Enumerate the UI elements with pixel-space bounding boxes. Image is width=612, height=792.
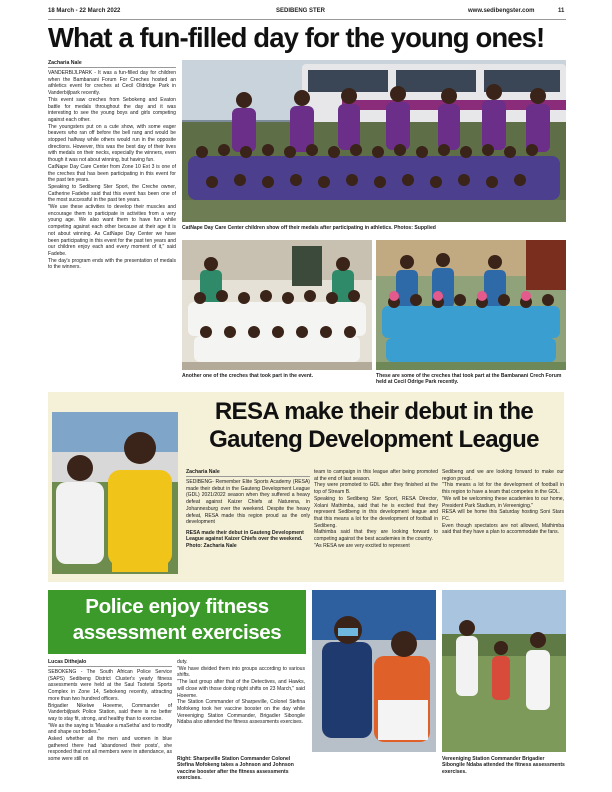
paragraph: "We as the saying is 'Masake a maSetha' and to modify and shape our bodies." (48, 722, 172, 736)
photo-fitness-assessment-image (442, 590, 566, 752)
photo-vaccine-booster (312, 590, 436, 752)
paragraph: "We will be welcoming these academies to our home, President Park Stadium, in Vereeniging." (442, 495, 564, 509)
paragraph: RESA will be home this Saturday hosting Soni Stars FC. (442, 509, 564, 522)
paragraph: Mathimba said that they are looking forward to competing against the best academies in the country. (314, 529, 438, 543)
caption-resa: RESA made their debut in Gauteng Development League against Kaizer Chiefs over the weekend. Photo: Zacharia Nale (186, 529, 304, 549)
paragraph: The Station Commander of Sharpeville, Colonel Stefina Mofokeng took her vaccine booster on the day while Vereeniging Station Commander, Brigadier Sibongile Ndaba also attended the fitness assessments exercises. (177, 699, 305, 726)
paragraph: duty. (177, 659, 188, 665)
paper-name: SEDIBENG STER (276, 8, 326, 14)
paragraph: team to campaign in this league after being promoted at the end of last season. (314, 469, 438, 482)
headline-line: Gauteng Development League (209, 426, 539, 453)
article1-column (48, 60, 176, 271)
headline-fun-filled-day: What a fun-filled day for the young ones! (48, 22, 545, 53)
paragraph: The day's program ends with the presentation of medals to the winners. (48, 257, 176, 271)
page-number: 11 (558, 8, 565, 14)
paragraph: "We use these activities to develop their muscles and encourage them to participate in activities from a very young age. We also want them to have fun while competing against each other because at their age it is not about winning. As CatNape Day Center we have been participating in this event for the past ten years and our children enjoy each and every moment of it," said Fadebe. (48, 204, 176, 257)
paragraph: Brigadier Nikelwe Hoeeme, Commander of Vanderbijlpark Police Station, said there is no better way to stay fit, strong, and healthy than to exercise. (48, 702, 172, 722)
paragraph: Speaking to Sedibeng Ster Sport, the Creche owner, Catherine Fadebe said that this event has been one of the most successful in the past ten years. (48, 183, 176, 204)
paragraph: Even though spectators are not allowed, Mathimba said that they have a plan to accommodate the fans. (442, 522, 564, 536)
article2-column-3 (442, 469, 564, 536)
photo-resa-players (52, 412, 178, 574)
paragraph: "We have divided them into groups according to various shifts. (177, 665, 305, 679)
issue-date: 18 March - 22 March 2022 (48, 8, 121, 14)
photo-catnape-children-image (182, 60, 566, 222)
headline-police (48, 594, 306, 646)
article3-body-1 (48, 669, 172, 763)
caption-creche-left: Another one of the creches that took part in the event. (182, 373, 314, 379)
article2-body-1: SEDIBENG- Remember Elite Sports Academy (RESA) made their debut in the Gauteng Development League (GDL) 2021/2022 season when they suffered a heavy defeat against Kaizer Chiefs at Naturena, in Johannesburg over the weekend. Despite the heavy defeat, RESA made this region proud as the only development (186, 479, 310, 526)
paragraph: The youngsters put on a cute show, with some eager beavers who ran off before the bell rang and would be stopped halfway while others would run in the opposite directions. However, this was the best day of their lives with medals on their necks, especially the winners, even though it was not about winning, but having fun. (48, 123, 176, 164)
photo-creche-left-image (182, 240, 372, 370)
paragraph: This event saw creches from Sebokeng and Evaton battle for medals throughout the day and it was interesting to see the young boys and girls competing against each other. (48, 96, 176, 123)
byline: Lucas Dithejalo (48, 659, 172, 667)
headline-resa (184, 398, 564, 454)
paragraph: They were promoted to GDL after they finished at the top of Stream B. (314, 482, 438, 496)
article2-column-1 (186, 469, 310, 549)
article2-column-2 (314, 469, 438, 549)
article3-column-1 (48, 659, 172, 763)
paragraph: CatNape Day Care Center from Zone 10 Ext 3 is one of the creches that has been participating in this event for the past ten years. (48, 163, 176, 184)
caption-main-photo: CatNape Day Care Center children show off their medals after participating in athletics. Photos: Supplied (182, 225, 436, 231)
caption-fitness: Vereeniging Station Commander Brigadier Sibongile Ndaba attended the fitness assessments exercises. (442, 756, 565, 775)
article1-body (48, 70, 176, 271)
photo-vaccine-booster-image (312, 590, 436, 752)
caption-creche-right: These are some of the creches that took part at the Bambanani Crech Forum held at Cecil Odrige Park recently. (376, 373, 562, 386)
headline-line: assessment exercises (72, 621, 282, 644)
paragraph: "This means a lot for the development of football in this region to have a team that competes in the GDL. (442, 482, 564, 496)
headline-line: RESA make their debut in the (214, 398, 534, 425)
photo-fitness-assessment (442, 590, 566, 752)
photo-creche-right (376, 240, 566, 370)
paragraph: "The last group after that of the Detectives, and Hawks, will close with those doing night shifts on 23 March," said Hoeeme. (177, 679, 305, 699)
byline: Zacharia Nale (186, 469, 310, 477)
caption-vaccine: Right: Sharpeville Station Commander Colonel Stefina Mofokeng takes a Johnson and Johnson vaccine booster after the fitness assessments exercises. (177, 756, 294, 782)
paragraph: Asked whether all the men and women in blue gathered there had 'abandoned their posts', she responded that not all members were in attendance, as some were still on (48, 736, 172, 763)
paragraph: Sedibeng and we are looking forward to make our region proud. (442, 469, 564, 482)
photo-resa-players-image (52, 412, 178, 574)
photo-catnape-children (182, 60, 566, 222)
website: www.sedibengster.com (468, 8, 535, 14)
byline: Zacharia Nale (48, 60, 176, 68)
photo-creche-right-image (376, 240, 566, 370)
photo-creche-left (182, 240, 372, 370)
paragraph: SEBOKENG - The South African Police Service (SAPS) Sedibeng District Cluster's yearly fitness assessments were held at the Saul Tsotetsi Sports Complex in Zone 14, Sebokeng recently, attracting more than two hundred officers. (48, 669, 172, 702)
paragraph: Speaking to Sedibeng Ster Sport, RESA Director, Xolani Mathimba, said that he is excited that they represent Sedibeng in this development league and that this means a lot for the development of football in Sedibeng. (314, 495, 438, 529)
article3-column-2 (177, 659, 305, 726)
page-header (48, 8, 566, 18)
headline-line: Police enjoy fitness (85, 595, 269, 618)
paragraph: "As RESA we are very excited to represent (314, 542, 410, 549)
paragraph: VANDERBIJLPARK - It was a fun-filled day for children when the Bambanani Forum For Creches hosted an athletics event for creches at Cecil Oldridge Park in Vanderbijlpark recently. (48, 70, 176, 97)
header-divider (48, 19, 566, 20)
